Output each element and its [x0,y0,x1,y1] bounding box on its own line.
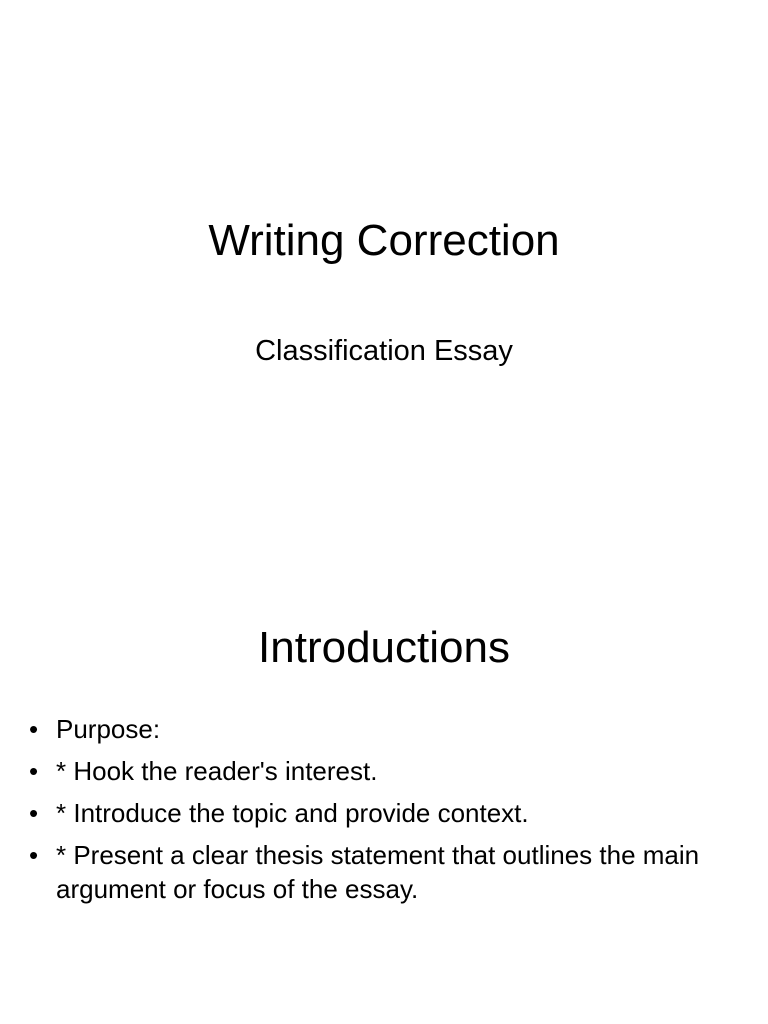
bullet-list [29,712,739,914]
bullet-icon: • [29,714,39,744]
bullet-icon: • [29,798,39,828]
list-item-text: * Hook the reader's interest. [56,756,378,786]
section-heading: Introductions [258,623,510,672]
slide-subtitle: Classification Essay [255,335,513,367]
list-item [29,712,739,746]
list-item [29,838,739,906]
list-item-text: * Present a clear thesis statement that outlines the main argument or focus of the essay. [56,840,700,904]
list-item-text: * Introduce the topic and provide context. [56,798,529,828]
bullet-icon: • [29,840,39,870]
bullet-icon: • [29,756,39,786]
list-item [29,754,739,788]
list-item-text: Purpose: [56,714,161,744]
slide-title: Writing Correction [208,216,560,265]
list-item [29,796,739,830]
